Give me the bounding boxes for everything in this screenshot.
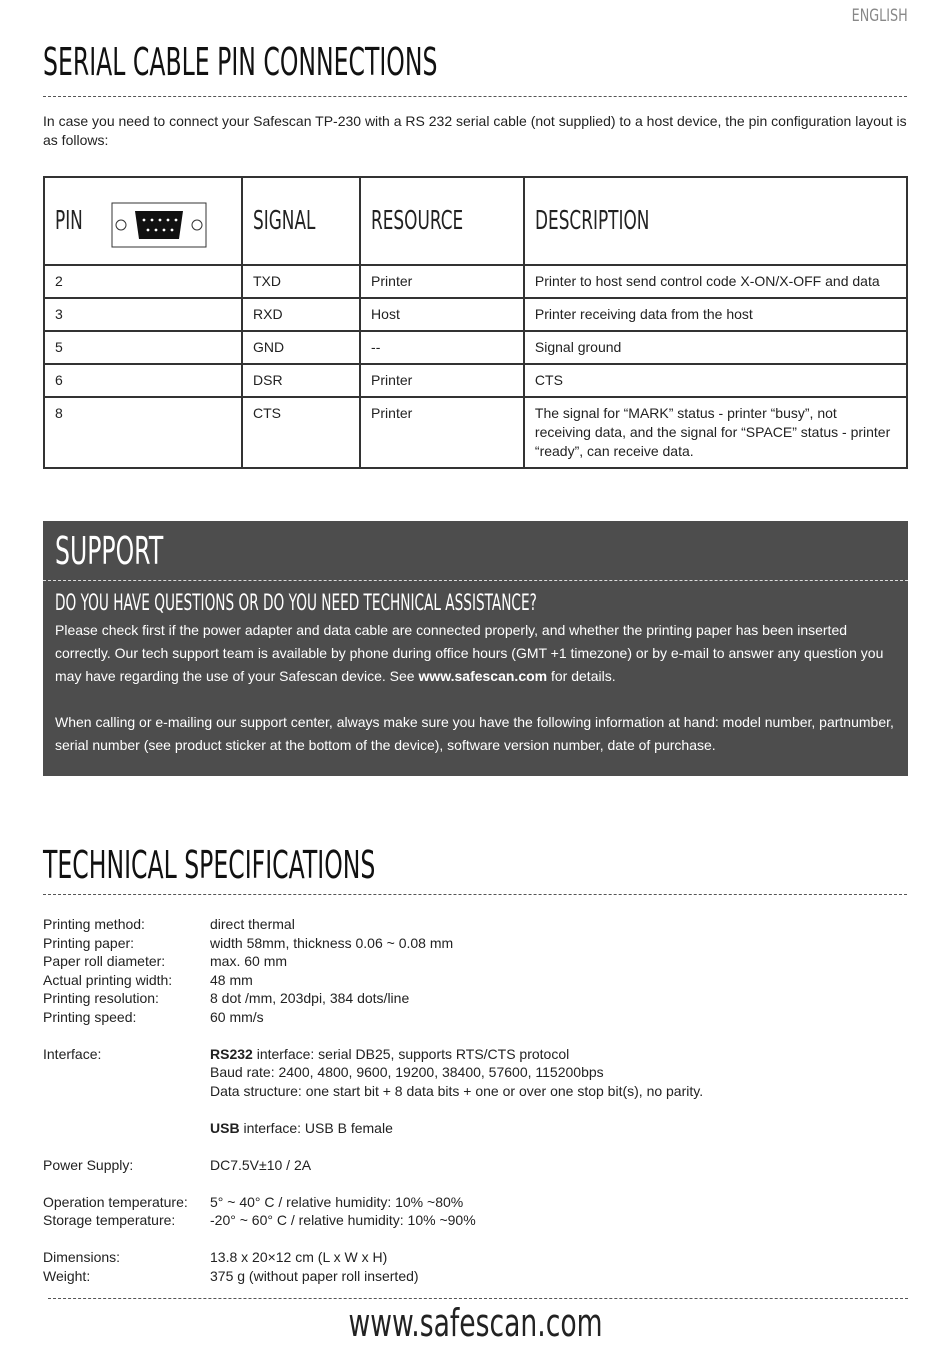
db9-connector-icon [111, 202, 207, 248]
cell-pin: 6 [44, 364, 242, 397]
spec-list [43, 915, 703, 1285]
cell-resource: -- [360, 331, 524, 364]
spec-row: Storage temperature: -20° ~ 60° C / relative humidity: 10% ~90% [43, 1212, 476, 1228]
table-row [44, 331, 907, 364]
column-header-pin [44, 177, 242, 265]
column-header-description: DESCRIPTION [524, 177, 907, 265]
table-row [44, 364, 907, 397]
cell-signal: TXD [242, 265, 360, 298]
spec-row: Printing paper: width 58mm, thickness 0.06 ~ 0.08 mm [43, 934, 454, 951]
column-header-signal: SIGNAL [242, 177, 360, 265]
cell-signal: GND [242, 331, 360, 364]
section-title-support: SUPPORT [55, 529, 164, 573]
spec-row-interface: Interface: RS232 interface: serial DB25, supports RTS/CTS protocol Baud rate: 2400, 4800, 9600, 19200, 38400, 57600, 115200bps Data structure: one start bit + 8 data bits + one or over one stop bit(s), no parity. USB interface: USB B female [43, 1045, 704, 1136]
support-link[interactable]: www.safescan.com [418, 668, 548, 684]
spec-row: Dimensions: 13.8 x 20×12 cm (L x W x H) [43, 1249, 388, 1265]
cell-description: Printer receiving data from the host [524, 298, 907, 331]
support-paragraph-1: Please check first if the power adapter and data cable are connected properly, and whether the printing paper has been inserted correctly. Our tech support team is available by phone during office hours (GMT +1 timezone) or by e-mail to answer any question you may have regarding the use of your Safescan device. See www.safescan.com for details. [55, 622, 884, 684]
cell-pin: 3 [44, 298, 242, 331]
spec-row: Actual printing width: 48 mm [43, 971, 253, 988]
cell-pin: 2 [44, 265, 242, 298]
cell-resource: Printer [360, 397, 524, 468]
footer-url[interactable]: www.safescan.com [347, 1301, 603, 1345]
table-row [44, 265, 907, 298]
footer-url-container [0, 1301, 950, 1345]
cell-resource: Host [360, 298, 524, 331]
cell-signal: CTS [242, 397, 360, 468]
spec-row: Operation temperature: 5° ~ 40° C / relative humidity: 10% ~80% [43, 1193, 464, 1210]
cell-pin: 5 [44, 331, 242, 364]
spec-row: Printing speed: 60 mm/s [43, 1008, 264, 1025]
divider [43, 580, 908, 581]
column-header-resource: RESOURCE [360, 177, 524, 265]
support-paragraph-2: When calling or e-mailing our support center, always make sure you have the following information at hand: model number, partnumber, serial number (see product sticker at the bottom of the device), software version number, date of purchase. [55, 714, 894, 753]
cell-resource: Printer [360, 364, 524, 397]
cell-signal: RXD [242, 298, 360, 331]
table-header-row [44, 177, 907, 265]
cell-signal: DSR [242, 364, 360, 397]
cell-description: CTS [524, 364, 907, 397]
table-row [44, 397, 907, 468]
language-label: ENGLISH [851, 6, 908, 26]
spec-row: Printing resolution: 8 dot /mm, 203dpi, 384 dots/line [43, 990, 410, 1006]
divider [43, 96, 907, 97]
serial-intro: In case you need to connect your Safescan TP-230 with a RS 232 serial cable (not supplied) to a host device, the pin configuration layout is as follows: [43, 113, 907, 148]
spec-row: Power Supply: DC7.5V±10 / 2A [43, 1156, 312, 1173]
cell-description: Printer to host send control code X-ON/X-OFF and data [524, 265, 907, 298]
cell-description: Signal ground [524, 331, 907, 364]
cell-pin: 8 [44, 397, 242, 468]
spec-row: Printing method: direct thermal [43, 916, 295, 932]
section-title-specs: TECHNICAL SPECIFICATIONS [43, 843, 376, 887]
section-title-serial: SERIAL CABLE PIN CONNECTIONS [43, 40, 438, 84]
spec-row: Weight: 375 g (without paper roll inserted) [43, 1267, 419, 1284]
support-subtitle: DO YOU HAVE QUESTIONS OR DO YOU NEED TECHNICAL ASSISTANCE? [55, 591, 537, 616]
pin-table [43, 176, 908, 469]
spec-row: Paper roll diameter: max. 60 mm [43, 953, 288, 969]
divider [43, 894, 907, 895]
support-panel [43, 521, 908, 776]
table-row [44, 298, 907, 331]
cell-description: The signal for “MARK” status - printer “busy”, not receiving data, and the signal for “SPACE” status - printer “ready”, can receive data. [524, 397, 907, 468]
cell-resource: Printer [360, 265, 524, 298]
column-header-pin-label: PIN [55, 206, 83, 236]
divider [48, 1298, 908, 1299]
